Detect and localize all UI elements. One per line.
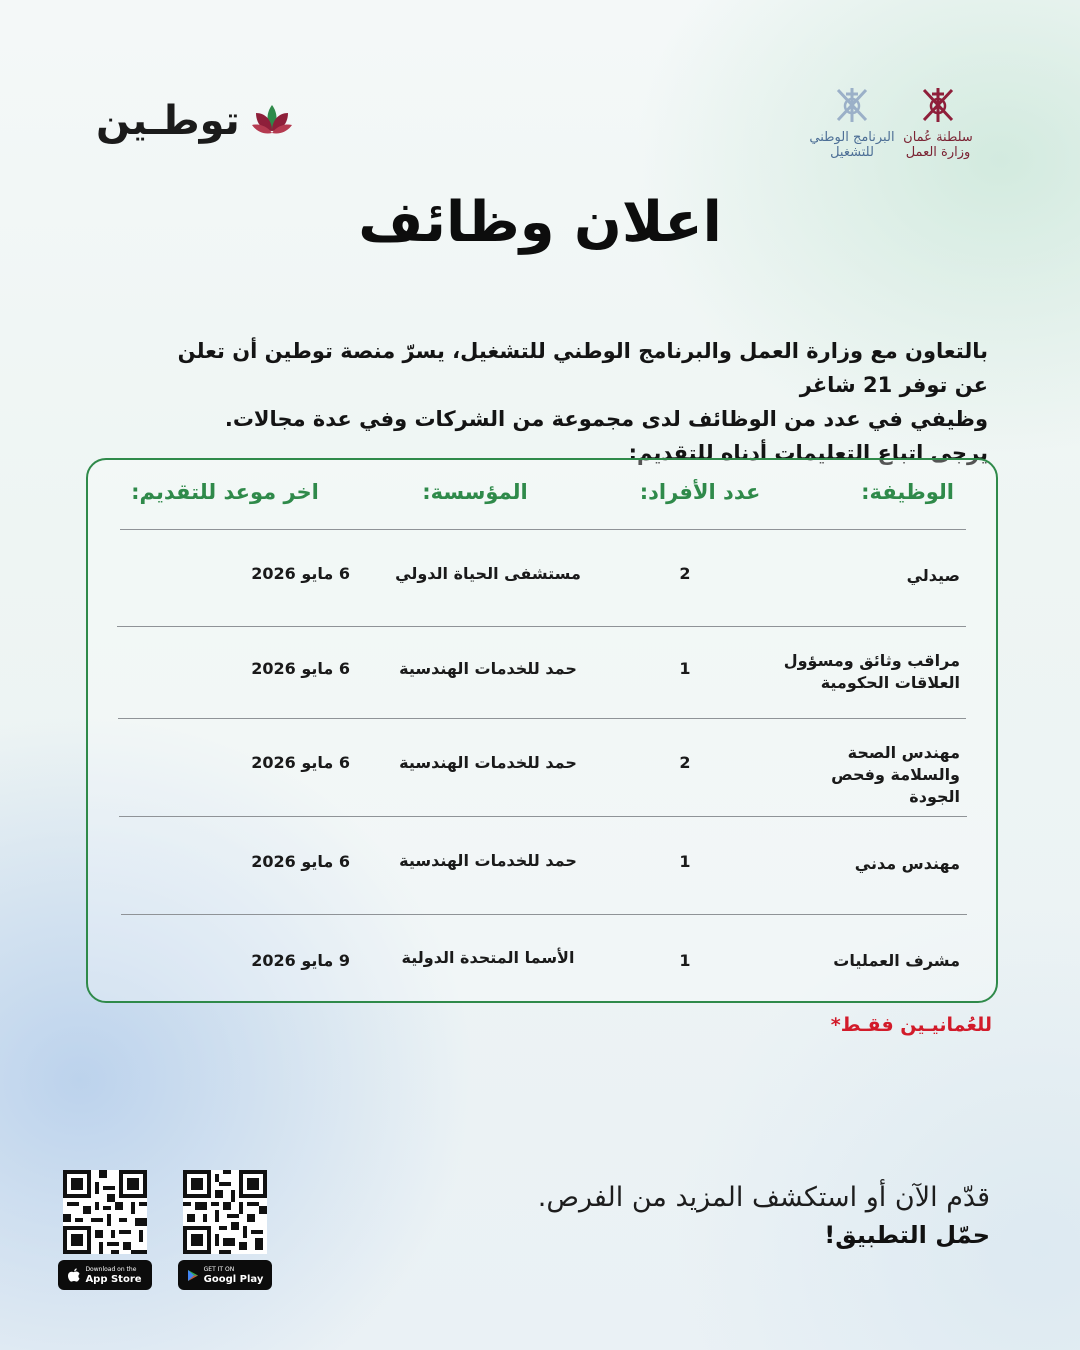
intro-line-1: بالتعاون مع وزارة العمل والبرنامج الوطني للتشغيل، يسرّ منصة توطين أن تعلن عن توفر 21 شاغر xyxy=(177,339,988,397)
table-row-5-org: الأسما المتحدة الدولية xyxy=(401,948,575,967)
app-store-badge[interactable] xyxy=(58,1260,152,1290)
header-job: الوظيفة: xyxy=(861,480,954,504)
tawteen-logo xyxy=(96,98,294,144)
google-play-qr-code[interactable] xyxy=(183,1170,267,1254)
table-divider xyxy=(118,718,966,719)
table-divider xyxy=(119,816,967,817)
lotus-icon xyxy=(250,101,294,141)
table-row-1-org: مستشفى الحياة الدولي xyxy=(395,564,581,583)
table-row-1-job: صيدلي xyxy=(906,566,960,585)
table-row-4-deadline: 6 مايو 2026 xyxy=(251,852,350,871)
intro-line-2: وظيفي في عدد من الوظائف لدى مجموعة من الشركات وفي عدة مجالات. xyxy=(224,407,988,431)
table-row-3-count: 2 xyxy=(679,753,691,772)
oman-emblem-icon xyxy=(832,84,872,126)
apple-icon xyxy=(68,1268,80,1282)
table-row-3-org: حمد للخدمات الهندسية xyxy=(399,753,577,772)
cta-line-1: قدّم الآن أو استكشف المزيد من الفرص. xyxy=(537,1182,990,1213)
table-row-2-job: مراقب وثائق ومسؤول العلاقات الحكومية xyxy=(783,651,960,692)
program-label-line2: للتشغيل xyxy=(830,145,874,160)
table-row-4-org: حمد للخدمات الهندسية xyxy=(399,851,577,870)
cta-line-2: حمّل التطبيق! xyxy=(824,1221,990,1249)
google-play-download[interactable] xyxy=(178,1170,272,1290)
national-employment-program-logo xyxy=(800,84,904,160)
ministry-of-labour-logo xyxy=(900,84,976,160)
table-row-5-count: 1 xyxy=(679,951,691,970)
omanis-only-note: للعُمانيـين فقـط* xyxy=(830,1014,992,1036)
table-divider xyxy=(117,626,966,627)
table-row-4-job: مهندس مدني xyxy=(854,854,960,873)
table-row-2-org: حمد للخدمات الهندسية xyxy=(399,659,577,678)
table-divider xyxy=(120,529,966,530)
ministry-label-line2: وزارة العمل xyxy=(905,145,971,160)
app-store-download[interactable] xyxy=(58,1170,152,1290)
app-store-qr-code[interactable] xyxy=(63,1170,147,1254)
play-icon xyxy=(187,1269,199,1282)
app-store-label: App Store xyxy=(85,1273,142,1285)
header-deadline: اخر موعد للتقديم: xyxy=(131,480,319,504)
table-row-3-deadline: 6 مايو 2026 xyxy=(251,753,350,772)
table-row-3-job: مهندس الصحة والسلامة وفحص الجودة xyxy=(831,743,960,806)
table-row-2-deadline: 6 مايو 2026 xyxy=(251,659,350,678)
brand-name: توطـين xyxy=(96,98,240,144)
header-org: المؤسسة: xyxy=(422,480,528,504)
table-row-5-deadline: 9 مايو 2026 xyxy=(251,951,350,970)
table-divider xyxy=(121,914,967,915)
table-row-1-deadline: 6 مايو 2026 xyxy=(251,564,350,583)
page-title: اعلان وظائف xyxy=(358,190,722,255)
google-play-small-text: GET IT ON xyxy=(203,1265,235,1273)
table-row-5-job: مشرف العمليات xyxy=(833,951,960,970)
intro-text xyxy=(138,334,988,470)
intro-line-3: يرجى اتباع التعليمات أدناه للتقديم: xyxy=(628,441,988,465)
program-label-line1: البرنامج الوطني xyxy=(809,130,895,145)
header-count: عدد الأفراد: xyxy=(639,480,761,504)
google-play-label: Googl Play xyxy=(203,1273,264,1285)
table-row-4-count: 1 xyxy=(679,852,691,871)
jobs-table-card xyxy=(86,458,998,1003)
table-row-2-count: 1 xyxy=(679,659,691,678)
app-store-small-text: Download on the xyxy=(85,1265,137,1273)
call-to-action xyxy=(538,1182,990,1249)
ministry-label-line1: سلطنة عُمان xyxy=(903,130,973,145)
google-play-badge[interactable] xyxy=(178,1260,272,1290)
oman-emblem-icon xyxy=(918,84,958,126)
table-row-1-count: 2 xyxy=(679,564,691,583)
